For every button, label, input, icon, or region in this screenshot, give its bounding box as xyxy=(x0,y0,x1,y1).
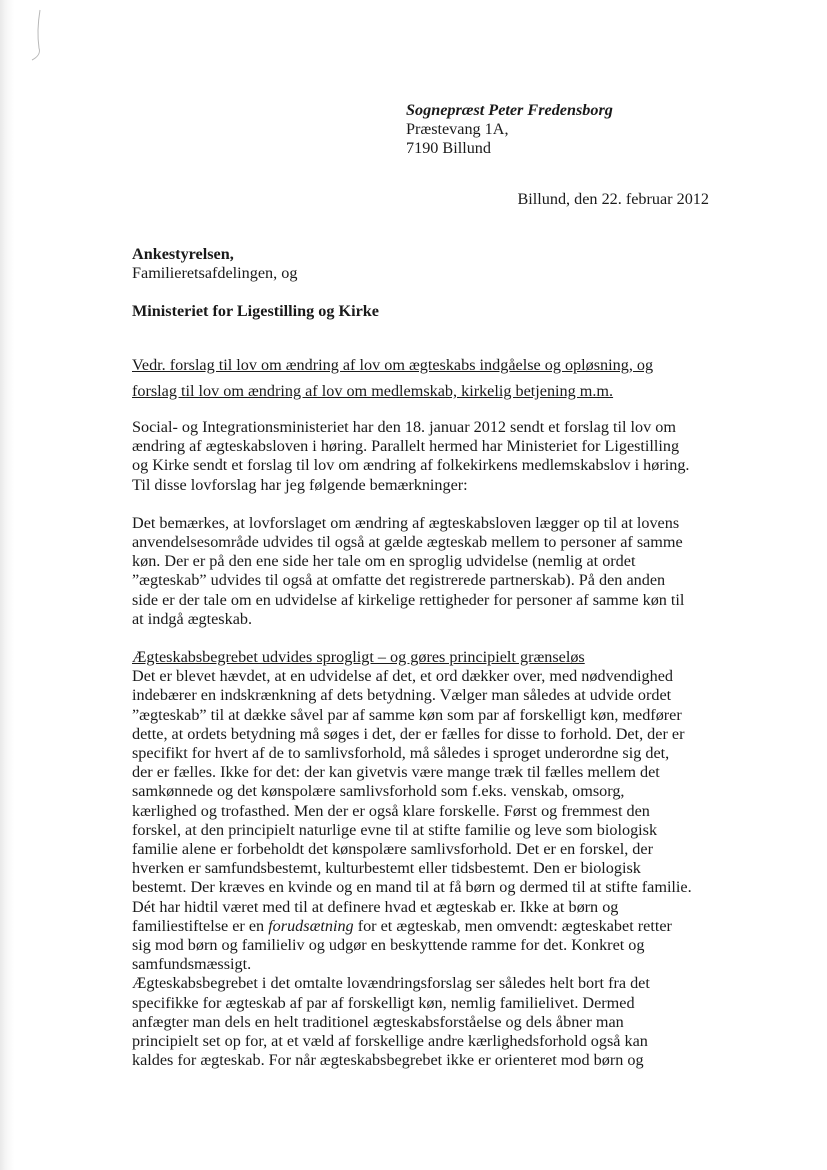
paragraph-intro xyxy=(132,418,717,495)
text-line: ”ægteskab” til at dække såvel par af samme køn som par af forskelligt køn, medfører xyxy=(132,705,682,724)
subject-line: forslag til lov om ændring af lov om medlemskab, kirkelig betjening m.m. xyxy=(132,382,614,400)
text-line: principielt set op for, at et væld af forskellige andre kærlighedsforhold også kan xyxy=(132,1032,648,1051)
text-line: der er fælles. Ikke for det: der kan givetvis være mange træk til fælles mellem det xyxy=(132,763,660,782)
text-line: specifikt for hvert af de to samlivsforhold, må således i sproget underordne sig det, xyxy=(132,744,670,763)
text-line: samfundsmæssigt. xyxy=(132,955,252,974)
text-line: hverken er samfundsbestemt, kulturbestemt eller tidsbestemt. Den er biologisk xyxy=(132,859,641,878)
sender-street: Præstevang 1A, xyxy=(406,120,509,139)
text-line: og Kirke sendt et forslag til lov om ændring af folkekirkens medlemskabslov i høring. xyxy=(132,456,690,475)
text-line: samkønnede og det kønspolære samlivsforhold som f.eks. venskab, omsorg, xyxy=(132,782,625,801)
text-line: ændring af ægteskabsloven i høring. Parallelt hermed har Ministeriet for Ligestilling xyxy=(132,437,680,456)
scan-artifact-mark xyxy=(28,8,58,68)
letter-subject xyxy=(132,352,712,404)
text-line: kærlighed og trofasthed. Men der er også klare forskelle. Først og fremmest den xyxy=(132,801,650,820)
text-line: anfægter man dels en helt traditionel ægteskabsforståelse og dels åbner man xyxy=(132,1012,624,1031)
sender-name: Sognepræst Peter Fredensborg xyxy=(406,101,613,119)
sender-address xyxy=(406,101,613,159)
text-line-emphasis xyxy=(132,917,717,936)
paragraph-scope xyxy=(132,514,717,629)
text-line: Dét har hidtil været med til at definere hvad et ægteskab er. Ikke at børn og xyxy=(132,897,619,916)
text-line: forskel, at den principielt naturlige evne til at stifte familie og leve som biologisk xyxy=(132,820,658,839)
text-line: familie alene er forbeholdt det kønspolære samlivsforhold. Det er en forskel, der xyxy=(132,840,653,859)
subject-line: Vedr. forslag til lov om ændring af lov om ægteskabs indgåelse og opløsning, og xyxy=(132,356,654,374)
recipient-ministry: Ministeriet for Ligestilling og Kirke xyxy=(132,302,379,320)
text-line: Social- og Integrationsministeriet har den 18. januar 2012 sendt et forslag til lov om xyxy=(132,418,676,436)
text-line: Ægteskabsbegrebet i det omtalte lovændringsforslag ser således helt bort fra det xyxy=(132,974,650,993)
text-line: indebærer en indskrænkning af dets betydning. Vælger man således at udvide ordet xyxy=(132,686,672,705)
sender-city: 7190 Billund xyxy=(406,139,491,158)
section-heading: Ægteskabsbegrebet udvides sprogligt – og gøres principielt grænseløs xyxy=(132,648,585,667)
recipient-name: Ankestyrelsen, xyxy=(132,245,234,263)
text-run: for et ægteskab, men omvendt: ægteskabet retter xyxy=(353,916,672,935)
emphasized-word: forudsætning xyxy=(268,916,354,935)
text-run: familiestiftelse er en xyxy=(132,916,269,935)
section-argument xyxy=(132,648,717,1070)
text-line: at indgå ægteskab. xyxy=(132,609,253,628)
text-line: dette, at ordets betydning må søges i det, der er fælles for disse to forhold. Det, der er xyxy=(132,724,685,743)
text-line: anvendelsesområde udvides til også at gælde ægteskab mellem to personer af samme xyxy=(132,533,683,552)
letter-body xyxy=(132,418,717,1071)
text-line: Til disse lovforslag har jeg følgende bemærkninger: xyxy=(132,475,468,494)
recipient-block xyxy=(132,245,297,283)
text-line: kaldes for ægteskab. For når ægteskabsbegrebet ikke er orienteret mod børn og xyxy=(132,1051,644,1070)
text-line: sig mod børn og familieliv og udgør en beskyttende ramme for det. Konkret og xyxy=(132,936,645,955)
scan-edge-shadow xyxy=(0,0,14,1170)
text-line: specifikke for ægteskab af par af forskelligt køn, nemlig familielivet. Dermed xyxy=(132,993,635,1012)
text-line: bestemt. Der kræves en kvinde og en mand til at få børn og dermed til at stifte familie. xyxy=(132,878,692,897)
text-line: Det bemærkes, at lovforslaget om ændring af ægteskabsloven lægger op til at lovens xyxy=(132,513,680,532)
recipient-department: Familieretsafdelingen, og xyxy=(132,264,298,283)
text-line: køn. Der er på den ene side her tale om en sproglig udvidelse (nemlig at ordet xyxy=(132,552,636,571)
text-line: Det er blevet hævdet, at en udvidelse af det, et ord dækker over, med nødvendighed xyxy=(132,667,674,686)
letter-date: Billund, den 22. februar 2012 xyxy=(517,190,709,208)
text-line: ”ægteskab” udvides til også at omfatte det registrerede partnerskab). På den anden xyxy=(132,571,666,590)
text-line: side er der tale om en udvidelse af kirkelige rettigheder for personer af samme køn til xyxy=(132,590,685,609)
